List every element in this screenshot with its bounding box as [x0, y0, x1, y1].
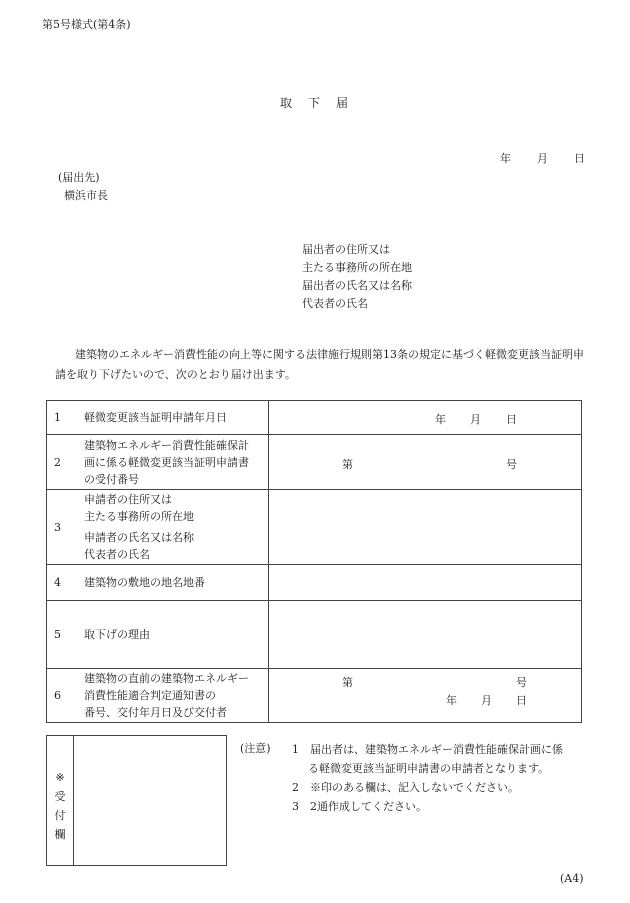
addressee-label: (届出先) [58, 171, 100, 184]
paper-size-label: (A4) [560, 872, 584, 885]
table-row [47, 669, 582, 723]
row-number: 4 [47, 565, 81, 601]
applicant-field: 届出者の住所又は [302, 243, 390, 256]
note-item: 1 届出者は、建築物エネルギー消費性能確保計画に係 [292, 743, 563, 756]
row-label: 取下げの理由 [80, 601, 269, 669]
addressee-name: 横浜市長 [64, 189, 108, 202]
reference-mark: ※ [55, 771, 65, 784]
applicant-info-value[interactable] [269, 490, 582, 565]
receipt-label: ※ 受 付 欄 [47, 768, 73, 844]
receipt-number-value[interactable]: 第 号 [269, 435, 582, 490]
table-row [47, 401, 582, 435]
notes-label: (注意) [240, 742, 271, 755]
table-row [47, 565, 582, 601]
row-number: 5 [47, 601, 81, 669]
withdrawal-details-table [46, 400, 582, 723]
row-number: 2 [47, 435, 81, 490]
site-address-value[interactable] [269, 565, 582, 601]
row-label: 建築物エネルギー消費性能確保計 画に係る軽微変更該当証明申請書 の受付番号 [80, 435, 269, 490]
form-number-label: 第5号様式(第4条) [42, 18, 131, 31]
date-day-label: 日 [574, 152, 585, 165]
row-label: 建築物の敷地の地名地番 [80, 565, 269, 601]
row-number: 3 [47, 490, 81, 565]
table-row [47, 490, 582, 565]
note-item: 3 2通作成してください。 [292, 800, 427, 813]
row-label: 建築物の直前の建築物エネルギー 消費性能適合判定通知書の 番号、交付年月日及び交付者 [80, 669, 269, 723]
receipt-divider [73, 736, 74, 865]
withdrawal-reason-value[interactable] [269, 601, 582, 669]
applicant-block [302, 241, 412, 313]
submission-date [500, 150, 585, 166]
application-date-value[interactable]: 年 月 日 [269, 401, 582, 435]
document-title: 取 下 届 [279, 96, 350, 110]
row-number: 1 [47, 401, 81, 435]
note-item-continuation: る軽微変更該当証明申請書の申請者となります。 [308, 762, 550, 775]
row-number: 6 [47, 669, 81, 723]
applicant-field: 届出者の氏名又は名称 [302, 279, 412, 292]
applicant-field: 主たる事務所の所在地 [302, 261, 412, 274]
date-month-label: 月 [537, 152, 548, 165]
row-label: 軽微変更該当証明申請年月日 [80, 401, 269, 435]
date-year-label: 年 [500, 152, 511, 165]
table-row [47, 601, 582, 669]
table-row [47, 435, 582, 490]
notice-info-value[interactable]: 第 号 年 月 日 [269, 669, 582, 723]
row-label: 申請者の住所又は 主たる事務所の所在地 申請者の氏名又は名称 代表者の氏名 [80, 490, 269, 565]
applicant-field: 代表者の氏名 [302, 297, 368, 310]
receipt-box [46, 735, 227, 866]
note-item: 2 ※印のある欄は、記入しないでください。 [292, 781, 519, 794]
notes-list [292, 740, 563, 816]
statement-paragraph: 建築物のエネルギー消費性能の向上等に関する法律施行規則第13条の規定に基づく軽微変更該当証明申請を取り下げたいので、次のとおり届け出ます。 [55, 348, 584, 381]
